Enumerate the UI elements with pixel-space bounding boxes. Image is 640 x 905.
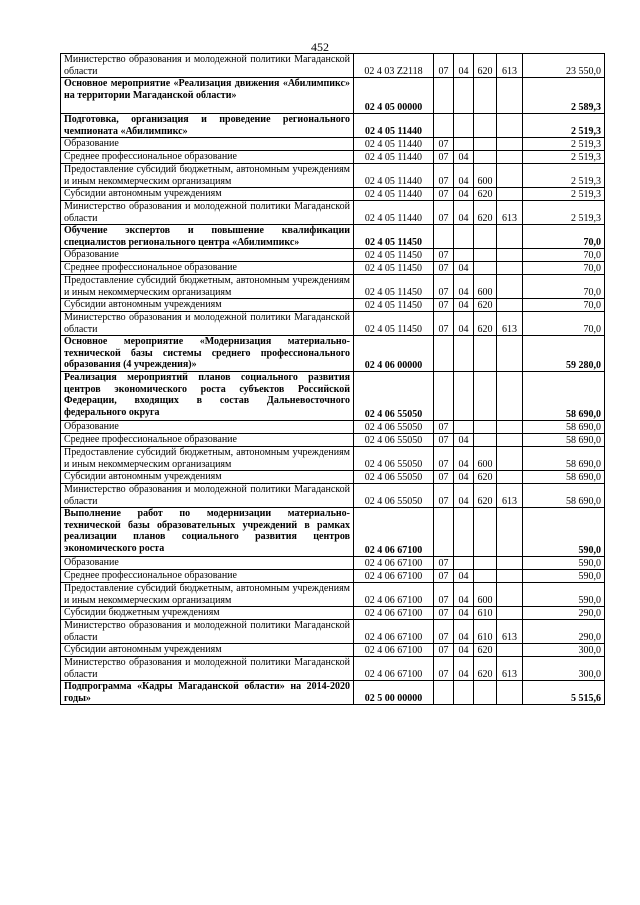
row-subsection: 04 xyxy=(454,471,474,484)
row-amount: 70,0 xyxy=(523,312,605,336)
row-amount: 70,0 xyxy=(523,299,605,312)
row-subsection: 04 xyxy=(454,657,474,681)
row-code: 02 4 05 11450 xyxy=(354,299,434,312)
row-code: 02 4 05 11450 xyxy=(354,225,434,249)
row-name: Образование xyxy=(61,421,354,434)
row-amount: 23 550,0 xyxy=(523,54,605,78)
row-name: Субсидии автономным учреждениям xyxy=(61,471,354,484)
row-group xyxy=(497,336,523,372)
table-row xyxy=(61,471,605,484)
row-section: 07 xyxy=(434,570,454,583)
table-row xyxy=(61,138,605,151)
row-section xyxy=(434,225,454,249)
row-amount: 290,0 xyxy=(523,607,605,620)
row-subsection: 04 xyxy=(454,275,474,299)
row-section: 07 xyxy=(434,138,454,151)
row-group xyxy=(497,434,523,447)
row-name: Министерство образования и молодежной политики Магаданской области xyxy=(61,312,354,336)
row-name: Министерство образования и молодежной политики Магаданской области xyxy=(61,484,354,508)
row-group xyxy=(497,299,523,312)
row-section: 07 xyxy=(434,484,454,508)
row-group: 613 xyxy=(497,312,523,336)
row-subsection: 04 xyxy=(454,620,474,644)
row-expense-type: 620 xyxy=(474,644,497,657)
table-row xyxy=(61,201,605,225)
row-code: 02 4 05 11450 xyxy=(354,312,434,336)
row-code: 02 4 05 11450 xyxy=(354,262,434,275)
row-section: 07 xyxy=(434,557,454,570)
row-amount: 590,0 xyxy=(523,508,605,557)
row-expense-type: 600 xyxy=(474,447,497,471)
table-row xyxy=(61,447,605,471)
row-name: Субсидии автономным учреждениям xyxy=(61,644,354,657)
row-group: 613 xyxy=(497,484,523,508)
row-amount: 2 519,3 xyxy=(523,114,605,138)
row-group xyxy=(497,570,523,583)
row-section: 07 xyxy=(434,249,454,262)
row-section: 07 xyxy=(434,607,454,620)
row-section: 07 xyxy=(434,421,454,434)
row-expense-type xyxy=(474,249,497,262)
row-subsection: 04 xyxy=(454,54,474,78)
row-group: 613 xyxy=(497,657,523,681)
row-subsection xyxy=(454,557,474,570)
row-section: 07 xyxy=(434,201,454,225)
row-expense-type: 600 xyxy=(474,275,497,299)
row-amount: 2 519,3 xyxy=(523,151,605,164)
row-code: 02 4 06 55050 xyxy=(354,447,434,471)
table-row xyxy=(61,434,605,447)
row-code: 02 4 06 67100 xyxy=(354,620,434,644)
row-amount: 590,0 xyxy=(523,570,605,583)
row-section: 07 xyxy=(434,164,454,188)
row-name: Образование xyxy=(61,557,354,570)
table-row xyxy=(61,336,605,372)
row-subsection: 04 xyxy=(454,151,474,164)
row-amount: 70,0 xyxy=(523,249,605,262)
row-section: 07 xyxy=(434,275,454,299)
row-group xyxy=(497,78,523,114)
table-row xyxy=(61,570,605,583)
row-name: Предоставление субсидий бюджетным, автономным учреждениям и иным некоммерческим организациям xyxy=(61,164,354,188)
row-expense-type: 610 xyxy=(474,607,497,620)
row-subsection: 04 xyxy=(454,188,474,201)
row-name: Среднее профессиональное образование xyxy=(61,570,354,583)
row-expense-type xyxy=(474,114,497,138)
row-expense-type xyxy=(474,508,497,557)
table-row xyxy=(61,164,605,188)
row-subsection xyxy=(454,508,474,557)
row-group xyxy=(497,188,523,201)
row-section: 07 xyxy=(434,471,454,484)
row-code: 02 4 06 67100 xyxy=(354,508,434,557)
row-code: 02 4 06 67100 xyxy=(354,570,434,583)
table-row xyxy=(61,557,605,570)
row-amount: 58 690,0 xyxy=(523,484,605,508)
row-subsection xyxy=(454,421,474,434)
row-amount: 58 690,0 xyxy=(523,372,605,421)
row-expense-type xyxy=(474,138,497,151)
row-amount: 70,0 xyxy=(523,275,605,299)
row-group xyxy=(497,249,523,262)
row-code: 02 4 05 11440 xyxy=(354,164,434,188)
row-code: 02 4 06 55050 xyxy=(354,484,434,508)
row-subsection: 04 xyxy=(454,570,474,583)
row-code: 02 4 06 67100 xyxy=(354,644,434,657)
row-group xyxy=(497,644,523,657)
table-row xyxy=(61,421,605,434)
row-amount: 5 515,6 xyxy=(523,681,605,705)
row-name: Министерство образования и молодежной политики Магаданской области xyxy=(61,54,354,78)
row-group: 613 xyxy=(497,54,523,78)
row-amount: 300,0 xyxy=(523,644,605,657)
table-row xyxy=(61,583,605,607)
table-row xyxy=(61,188,605,201)
row-section: 07 xyxy=(434,620,454,644)
row-code: 02 4 05 00000 xyxy=(354,78,434,114)
row-amount: 70,0 xyxy=(523,262,605,275)
table-row xyxy=(61,262,605,275)
row-subsection xyxy=(454,138,474,151)
row-code: 02 4 05 11440 xyxy=(354,138,434,151)
row-subsection xyxy=(454,336,474,372)
row-group xyxy=(497,372,523,421)
row-section xyxy=(434,508,454,557)
table-row xyxy=(61,644,605,657)
row-name: Основное мероприятие «Модернизация материально-технической базы системы среднего профессионального образования (4 учреждения)» xyxy=(61,336,354,372)
table-row xyxy=(61,484,605,508)
row-amount: 2 589,3 xyxy=(523,78,605,114)
row-name: Подготовка, организация и проведение регионального чемпионата «Абилимпикс» xyxy=(61,114,354,138)
table-row xyxy=(61,508,605,557)
row-name: Выполнение работ по модернизации материально-технической базы образовательных учреждений в рамках реализации планов социального развития центров экономического роста xyxy=(61,508,354,557)
row-expense-type xyxy=(474,78,497,114)
row-section: 07 xyxy=(434,657,454,681)
row-amount: 590,0 xyxy=(523,557,605,570)
row-expense-type xyxy=(474,225,497,249)
row-section: 07 xyxy=(434,583,454,607)
row-code: 02 4 06 00000 xyxy=(354,336,434,372)
row-group xyxy=(497,114,523,138)
table-row xyxy=(61,151,605,164)
row-subsection xyxy=(454,78,474,114)
row-amount: 70,0 xyxy=(523,225,605,249)
table-row xyxy=(61,607,605,620)
row-name: Среднее профессиональное образование xyxy=(61,434,354,447)
row-amount: 58 690,0 xyxy=(523,447,605,471)
row-expense-type: 620 xyxy=(474,188,497,201)
row-group xyxy=(497,275,523,299)
row-subsection: 04 xyxy=(454,312,474,336)
row-expense-type xyxy=(474,372,497,421)
row-section: 07 xyxy=(434,644,454,657)
row-name: Субсидии автономным учреждениям xyxy=(61,299,354,312)
row-subsection xyxy=(454,681,474,705)
row-amount: 2 519,3 xyxy=(523,138,605,151)
row-name: Предоставление субсидий бюджетным, автономным учреждениям и иным некоммерческим организациям xyxy=(61,583,354,607)
row-section xyxy=(434,114,454,138)
row-section: 07 xyxy=(434,188,454,201)
row-subsection: 04 xyxy=(454,299,474,312)
row-subsection: 04 xyxy=(454,262,474,275)
row-expense-type xyxy=(474,262,497,275)
row-subsection: 04 xyxy=(454,201,474,225)
row-group xyxy=(497,262,523,275)
budget-table xyxy=(60,53,605,705)
row-code: 02 4 05 11440 xyxy=(354,201,434,225)
row-group xyxy=(497,164,523,188)
row-group xyxy=(497,421,523,434)
table-row xyxy=(61,372,605,421)
row-expense-type xyxy=(474,570,497,583)
row-code: 02 4 05 11440 xyxy=(354,188,434,201)
row-name: Среднее профессиональное образование xyxy=(61,151,354,164)
table-row xyxy=(61,275,605,299)
row-section: 07 xyxy=(434,54,454,78)
row-group xyxy=(497,583,523,607)
row-expense-type: 620 xyxy=(474,471,497,484)
row-section: 07 xyxy=(434,312,454,336)
row-amount: 290,0 xyxy=(523,620,605,644)
table-row xyxy=(61,299,605,312)
row-subsection xyxy=(454,372,474,421)
row-section: 07 xyxy=(434,262,454,275)
row-name: Обучение экспертов и повышение квалификации специалистов регионального центра «Абилимпикс» xyxy=(61,225,354,249)
row-code: 02 4 06 67100 xyxy=(354,657,434,681)
row-name: Субсидии бюджетным учреждениям xyxy=(61,607,354,620)
row-group xyxy=(497,151,523,164)
row-section: 07 xyxy=(434,151,454,164)
row-subsection xyxy=(454,114,474,138)
row-name: Министерство образования и молодежной политики Магаданской области xyxy=(61,201,354,225)
row-code: 02 4 06 55050 xyxy=(354,421,434,434)
row-amount: 2 519,3 xyxy=(523,164,605,188)
table-row xyxy=(61,54,605,78)
row-amount: 2 519,3 xyxy=(523,201,605,225)
row-code: 02 4 05 11440 xyxy=(354,151,434,164)
row-expense-type: 620 xyxy=(474,299,497,312)
row-group xyxy=(497,471,523,484)
row-group xyxy=(497,681,523,705)
row-code: 02 4 05 11440 xyxy=(354,114,434,138)
table-row xyxy=(61,225,605,249)
table-row xyxy=(61,620,605,644)
row-expense-type xyxy=(474,434,497,447)
row-subsection: 04 xyxy=(454,583,474,607)
budget-table-body xyxy=(61,54,605,705)
row-section xyxy=(434,372,454,421)
row-amount: 58 690,0 xyxy=(523,471,605,484)
row-code: 02 4 05 11450 xyxy=(354,249,434,262)
row-group: 613 xyxy=(497,620,523,644)
row-subsection: 04 xyxy=(454,607,474,620)
row-subsection: 04 xyxy=(454,484,474,508)
table-row xyxy=(61,249,605,262)
row-code: 02 4 05 11450 xyxy=(354,275,434,299)
row-group xyxy=(497,225,523,249)
row-expense-type: 620 xyxy=(474,484,497,508)
row-expense-type xyxy=(474,151,497,164)
row-group: 613 xyxy=(497,201,523,225)
row-section: 07 xyxy=(434,299,454,312)
row-code: 02 5 00 00000 xyxy=(354,681,434,705)
row-name: Субсидии автономным учреждениям xyxy=(61,188,354,201)
row-code: 02 4 06 67100 xyxy=(354,583,434,607)
table-row xyxy=(61,657,605,681)
row-name: Предоставление субсидий бюджетным, автономным учреждениям и иным некоммерческим организациям xyxy=(61,447,354,471)
row-name: Среднее профессиональное образование xyxy=(61,262,354,275)
row-expense-type: 600 xyxy=(474,583,497,607)
row-code: 02 4 03 Z2118 xyxy=(354,54,434,78)
row-subsection: 04 xyxy=(454,164,474,188)
row-code: 02 4 06 67100 xyxy=(354,607,434,620)
table-row xyxy=(61,78,605,114)
row-expense-type xyxy=(474,336,497,372)
row-amount: 59 280,0 xyxy=(523,336,605,372)
row-group xyxy=(497,508,523,557)
row-name: Подпрограмма «Кадры Магаданской области» на 2014-2020 годы» xyxy=(61,681,354,705)
row-amount: 590,0 xyxy=(523,583,605,607)
row-subsection: 04 xyxy=(454,447,474,471)
row-code: 02 4 06 55050 xyxy=(354,434,434,447)
row-name: Министерство образования и молодежной политики Магаданской области xyxy=(61,620,354,644)
row-expense-type: 620 xyxy=(474,312,497,336)
row-amount: 300,0 xyxy=(523,657,605,681)
row-subsection: 04 xyxy=(454,434,474,447)
row-subsection xyxy=(454,225,474,249)
table-row xyxy=(61,681,605,705)
row-code: 02 4 06 67100 xyxy=(354,557,434,570)
row-name: Реализация мероприятий планов социального развития центров экономического роста субъектов Российской Федерации, входящих в состав Дальневосточного федерального округа xyxy=(61,372,354,421)
row-amount: 2 519,3 xyxy=(523,188,605,201)
row-section: 07 xyxy=(434,447,454,471)
row-name: Образование xyxy=(61,138,354,151)
row-name: Основное мероприятие «Реализация движения «Абилимпикс» на территории Магаданской области» xyxy=(61,78,354,114)
row-expense-type xyxy=(474,421,497,434)
row-name: Предоставление субсидий бюджетным, автономным учреждениям и иным некоммерческим организациям xyxy=(61,275,354,299)
row-subsection xyxy=(454,249,474,262)
row-section: 07 xyxy=(434,434,454,447)
row-expense-type xyxy=(474,681,497,705)
page-number: 452 xyxy=(311,40,329,54)
row-expense-type xyxy=(474,557,497,570)
row-code: 02 4 06 55050 xyxy=(354,471,434,484)
row-expense-type: 610 xyxy=(474,620,497,644)
row-group xyxy=(497,138,523,151)
row-expense-type: 600 xyxy=(474,164,497,188)
row-group xyxy=(497,447,523,471)
row-amount: 58 690,0 xyxy=(523,421,605,434)
row-section xyxy=(434,681,454,705)
row-group xyxy=(497,607,523,620)
row-expense-type: 620 xyxy=(474,657,497,681)
row-section xyxy=(434,78,454,114)
row-section xyxy=(434,336,454,372)
row-subsection: 04 xyxy=(454,644,474,657)
row-code: 02 4 06 55050 xyxy=(354,372,434,421)
row-expense-type: 620 xyxy=(474,201,497,225)
row-group xyxy=(497,557,523,570)
row-name: Образование xyxy=(61,249,354,262)
table-row xyxy=(61,114,605,138)
row-amount: 58 690,0 xyxy=(523,434,605,447)
row-name: Министерство образования и молодежной политики Магаданской области xyxy=(61,657,354,681)
row-expense-type: 620 xyxy=(474,54,497,78)
table-row xyxy=(61,312,605,336)
